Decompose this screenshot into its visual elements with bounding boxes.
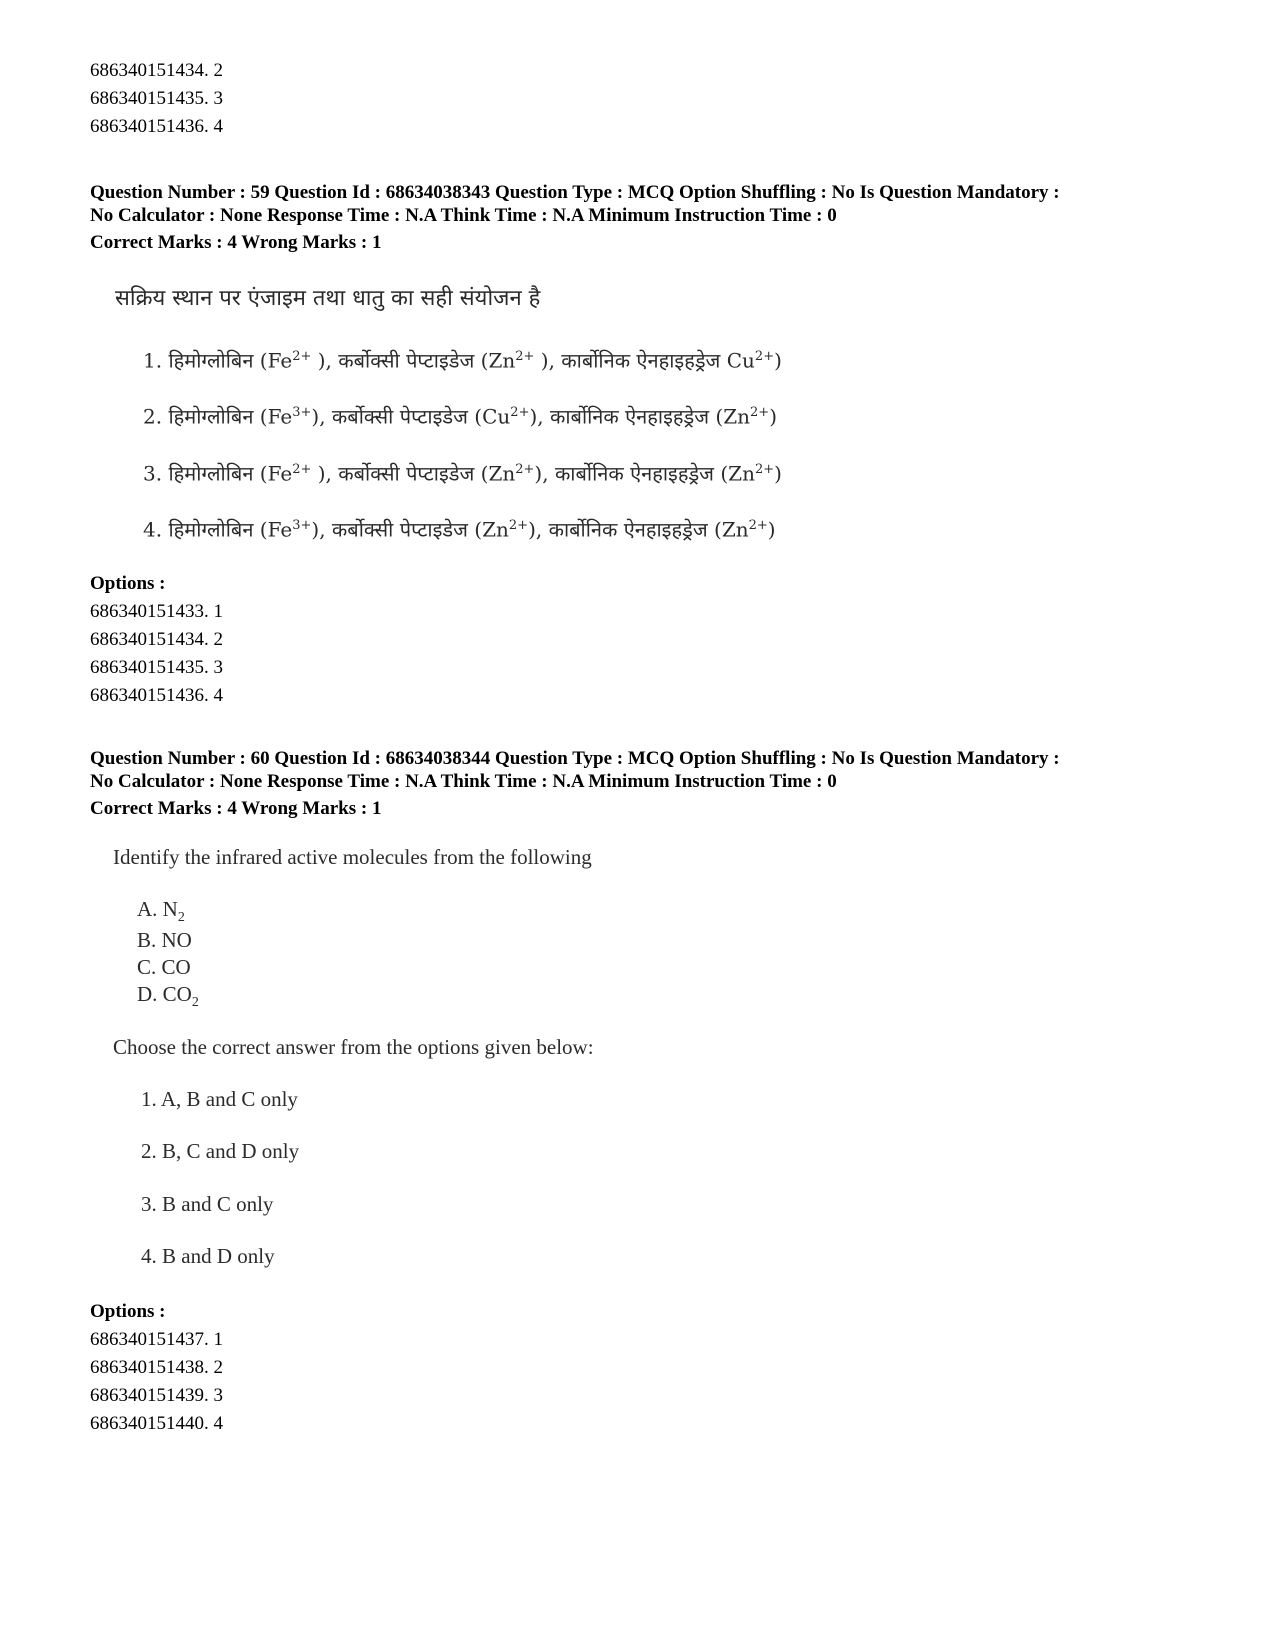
q59-marks: Correct Marks : 4 Wrong Marks : 1 [90, 232, 382, 253]
q60-options-label: Options : [90, 1301, 166, 1322]
option-line: 686340151436. 4 [90, 685, 223, 706]
option-line: 686340151440. 4 [90, 1413, 223, 1434]
q59-choice: 1. हिमोग्लोबिन ($Fe^{2+}$ ), कर्बोक्सी पेप्टाइडेज ($Zn^{2+}$ ), कार्बोनिक ऐनहाइहड्रेज $Cu^{2+}$) [143, 348, 782, 373]
q60-choice: 1. A, B and C only [141, 1087, 298, 1111]
option-line: 686340151435. 3 [90, 88, 223, 109]
q59-question-image [115, 284, 915, 314]
q60-choice: 4. B and D only [141, 1244, 275, 1268]
q60-item: C. CO [137, 955, 191, 979]
q60-instruction: Choose the correct answer from the options given below: [113, 1035, 594, 1059]
q60-meta-line1: Question Number : 60 Question Id : 68634038344 Question Type : MCQ Option Shuffling : No Is Question Mandatory : [90, 748, 1060, 769]
q60-item: D. $CO_2$ [137, 982, 199, 1011]
q60-choice: 2. B, C and D only [141, 1139, 300, 1163]
option-line: 686340151437. 1 [90, 1329, 223, 1350]
option-line: 686340151434. 2 [90, 629, 223, 650]
q60-meta-line2: No Calculator : None Response Time : N.A Think Time : N.A Minimum Instruction Time : 0 [90, 771, 837, 792]
q60-item: A. $N_2$ [137, 897, 185, 926]
q59-stem: सक्रिय स्थान पर एंजाइम तथा धातु का सही संयोजन है [115, 286, 541, 311]
q59-choice: 3. हिमोग्लोबिन ($Fe^{2+}$ ), कर्बोक्सी पेप्टाइडेज $(Zn^{2+})$, कार्बोनिक ऐनहाइहड्रेज $(Zn^{2+})$ [143, 461, 782, 486]
q59-choice: 2. हिमोग्लोबिन $(Fe^{3+})$, कर्बोक्सी पेप्टाइडेज $(Cu^{2+})$, कार्बोनिक ऐनहाइहड्रेज $(Zn^{2+})$ [143, 404, 777, 429]
q60-stem: Identify the infrared active molecules from the following [113, 845, 592, 869]
option-line: 686340151439. 3 [90, 1385, 223, 1406]
q59-meta-line2: No Calculator : None Response Time : N.A Think Time : N.A Minimum Instruction Time : 0 [90, 205, 837, 226]
q60-item: B. NO [137, 928, 192, 952]
q59-choice: 4. हिमोग्लोबिन $(Fe^{3+})$, कर्बोक्सी पेप्टाइडेज $(Zn^{2+})$, कार्बोनिक ऐनहाइहड्रेज $(Zn^{2+})$ [143, 517, 776, 542]
option-line: 686340151436. 4 [90, 116, 223, 137]
q59-meta-line1: Question Number : 59 Question Id : 68634038343 Question Type : MCQ Option Shuffling : No Is Question Mandatory : [90, 182, 1060, 203]
option-line: 686340151438. 2 [90, 1357, 223, 1378]
option-line: 686340151433. 1 [90, 601, 223, 622]
option-line: 686340151435. 3 [90, 657, 223, 678]
q60-marks: Correct Marks : 4 Wrong Marks : 1 [90, 798, 382, 819]
q60-choice: 3. B and C only [141, 1192, 274, 1216]
q59-options-label: Options : [90, 573, 166, 594]
option-line: 686340151434. 2 [90, 60, 223, 81]
